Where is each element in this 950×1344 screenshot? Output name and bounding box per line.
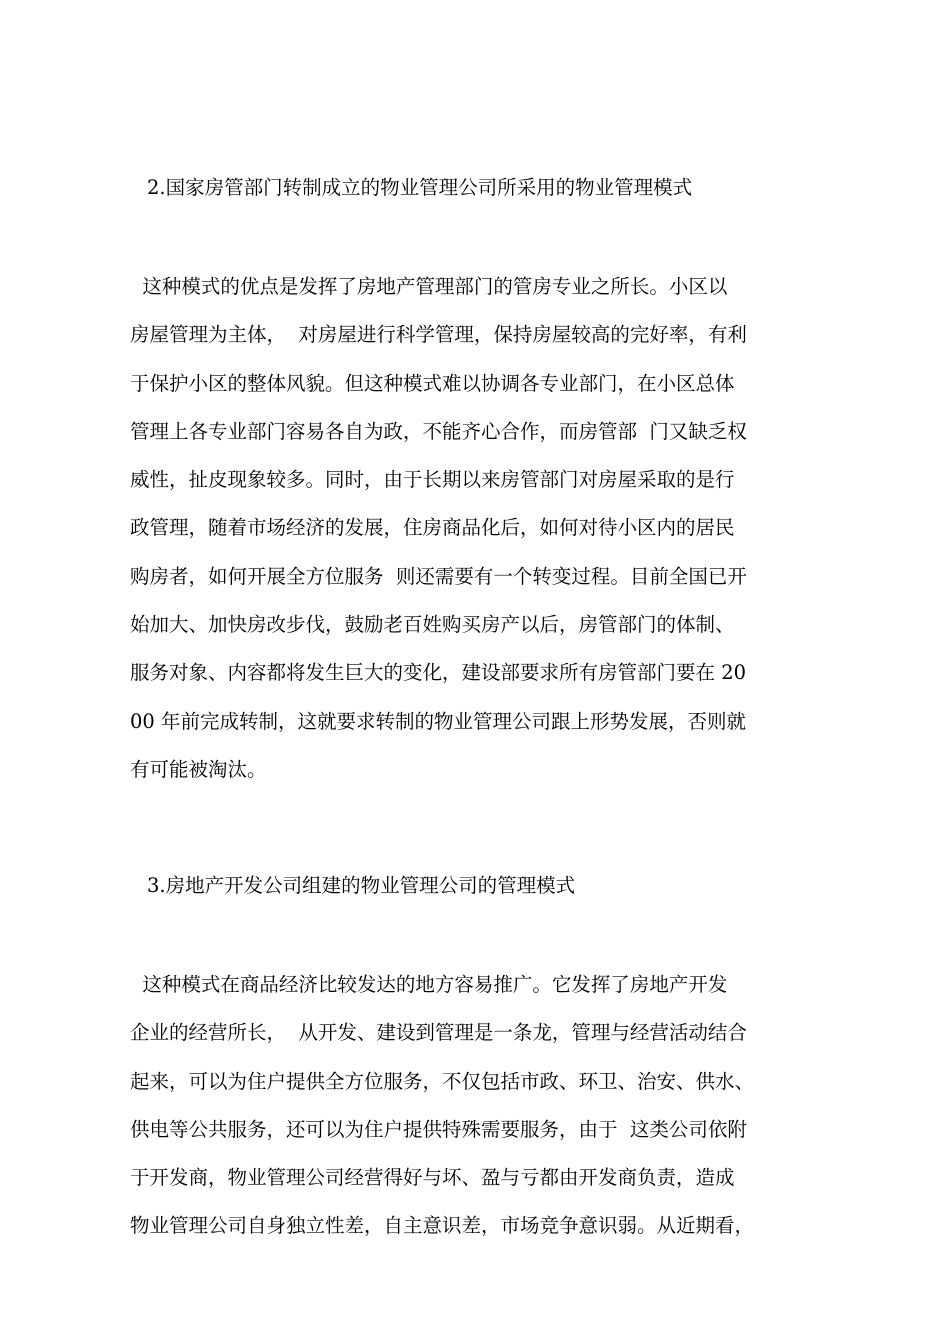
paragraph-line: 这种模式的优点是发挥了房地产管理部门的管房专业之所长。小区以 (130, 275, 728, 298)
section-3-heading: 3.房地产开发公司组建的物业管理公司的管理模式 (147, 874, 576, 897)
paragraph-line: 于保护小区的整体风貌。但这种模式难以协调各专业部门，在小区总体 (130, 371, 735, 395)
paragraph-line: 这种模式在商品经济比较发达的地方容易推广。它发挥了房地产开发 (130, 973, 728, 996)
paragraph-line: 购房者，如何开展全方位服务 则还需要有一个转变过程。目前全国已开 (130, 564, 747, 588)
paragraph-line: 供电等公共服务，还可以为住户提供特殊需要服务，由于 这类公司依附 (130, 1117, 747, 1141)
paragraph-line: 政管理，随着市场经济的发展，住房商品化后，如何对待小区内的居民 (130, 516, 735, 540)
paragraph-line: 房屋管理为主体， 对房屋进行科学管理，保持房屋较高的完好率，有利 (130, 323, 747, 347)
paragraph-line: 始加大、加快房改步伐，鼓励老百姓购买房产以后，房管部门的体制、 (130, 613, 735, 637)
paragraph-line: 00 年前完成转制，这就要求转制的物业管理公司跟上形势发展，否则就 (130, 709, 747, 733)
paragraph-line: 于开发商，物业管理公司经营得好与坏、盈与亏都由开发商负责，造成 (130, 1166, 735, 1190)
section-2-paragraph (130, 263, 850, 794)
section-2-heading: 2.国家房管部门转制成立的物业管理公司所采用的物业管理模式 (147, 176, 693, 199)
paragraph-line: 管理上各专业部门容易各自为政，不能齐心合作，而房管部 门又缺乏权 (130, 419, 747, 443)
paragraph-line: 服务对象、内容都将发生巨大的变化，建设部要求所有房管部门要在 20 (130, 661, 747, 685)
paragraph-line: 物业管理公司自身独立性差，自主意识差，市场竞争意识弱。从近期看， (130, 1214, 755, 1238)
paragraph-line: 企业的经营所长， 从开发、建设到管理是一条龙，管理与经营活动结合 (130, 1021, 747, 1045)
paragraph-line: 起来，可以为住户提供全方位服务，不仅包括市政、环卫、治安、供水、 (130, 1069, 755, 1093)
paragraph-line: 有可能被淘汰。 (130, 757, 267, 781)
paragraph-line: 威性，扯皮现象较多。同时，由于长期以来房管部门对房屋采取的是行 (130, 468, 735, 492)
section-3-paragraph (130, 961, 850, 1251)
